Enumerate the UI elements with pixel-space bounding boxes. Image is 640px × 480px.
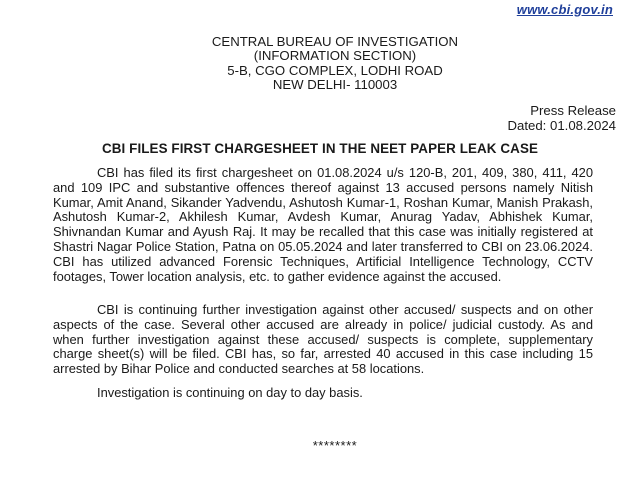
paragraph-2-text: CBI is continuing further investigation against other accused/ suspects and on other aspects of the case. Several other accused are already in police/ judicial custody. As and when further investigation against these accused/ suspects is complete, supplementary charge sheet(s) will be filed. CBI has, so far, arrested 40 accused in this case including 15 arrested by Bihar Police and conducted searches at 58 locations. bbox=[53, 302, 593, 377]
press-release-date: Dated: 01.08.2024 bbox=[507, 118, 616, 133]
paragraph-1-text: CBI has filed its first chargesheet on 01.08.2024 u/s 120-B, 201, 409, 380, 411, 420 and 109 IPC and substantive offences thereof against 13 accused persons namely Nitish Kumar, Amit Anand, Sikander Yadvendu, Ashutosh Kumar-1, Roshan Kumar, Manish Prakash, Ashutosh Kumar-2, Akhilesh Kumar, Avdesh Kumar, Anurag Yadav, Abhishek Kumar, Shivnandan Kumar and Ayush Raj. It may be recalled that this case was initially registered at Shastri Nagar Police Station, Patna on 05.05.2024 and later transferred to CBI on 23.06.2024. CBI has utilized advanced Forensic Techniques, Artificial Intelligence Technology, CCTV footages, Tower location analysis, etc. to gather evidence against the accused. bbox=[53, 165, 593, 284]
press-release-info bbox=[507, 103, 616, 133]
paragraph-2 bbox=[53, 303, 593, 377]
website-link[interactable]: www.cbi.gov.in bbox=[516, 2, 613, 17]
paragraph-3 bbox=[53, 386, 593, 401]
end-mark: ******** bbox=[312, 438, 358, 453]
city-line: NEW DELHI- 110003 bbox=[272, 77, 398, 93]
address-line: 5-B, CGO COMPLEX, LODHI ROAD bbox=[227, 62, 443, 78]
section-name: (INFORMATION SECTION) bbox=[253, 48, 417, 64]
organization-name: CENTRAL BUREAU OF INVESTIGATION bbox=[211, 34, 459, 49]
paragraph-1 bbox=[53, 166, 593, 284]
headline: CBI FILES FIRST CHARGESHEET IN THE NEET PAPER LEAK CASE bbox=[101, 141, 539, 156]
paragraph-3-text: Investigation is continuing on day to day basis. bbox=[97, 385, 363, 400]
letterhead bbox=[0, 35, 640, 93]
press-release-label: Press Release bbox=[530, 103, 616, 118]
